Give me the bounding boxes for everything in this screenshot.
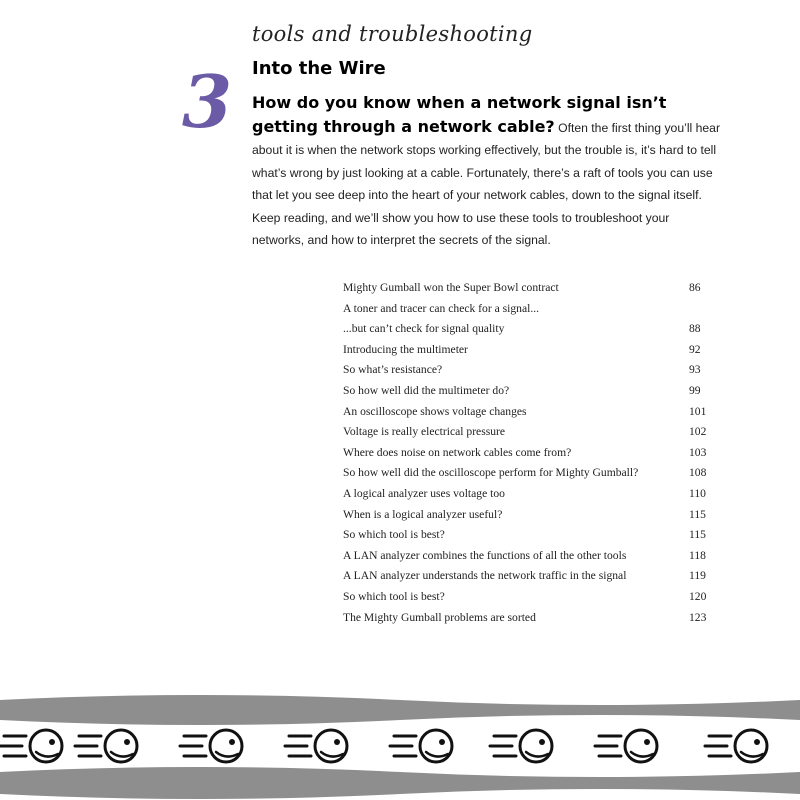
toc-entry-page: 123	[689, 610, 707, 624]
speeding-face-icon	[180, 730, 242, 762]
speeding-face-icon	[705, 730, 767, 762]
toc-entry-page	[689, 299, 715, 320]
toc-row	[343, 299, 715, 320]
chapter-script-title: tools and troubleshooting	[252, 22, 533, 46]
toc-entry-title: So which tool is best?	[343, 528, 445, 542]
toc-entry-title: Introducing the multimeter	[343, 342, 468, 356]
toc-entry-title: When is a logical analyzer useful?	[343, 507, 503, 521]
chapter-number: 3	[182, 59, 233, 144]
toc-row	[343, 463, 715, 484]
speeding-face-icon	[0, 730, 62, 762]
toc-row	[343, 319, 715, 340]
toc-entry-page: 88	[689, 322, 701, 336]
toc-row	[343, 360, 715, 381]
toc-row	[343, 278, 715, 299]
wave-band-bottom	[0, 767, 800, 799]
toc-row	[343, 608, 715, 629]
toc-entry-title: ...but can’t check for signal quality	[343, 322, 505, 336]
toc-row	[343, 381, 715, 402]
toc-entry-page: 120	[689, 589, 707, 603]
toc-entry-title: An oscilloscope shows voltage changes	[343, 404, 527, 418]
chapter-title: Into the Wire	[252, 58, 386, 79]
toc-entry-page: 103	[689, 445, 707, 459]
toc-entry-page: 110	[689, 486, 706, 500]
toc-row	[343, 546, 715, 567]
table-of-contents	[343, 278, 715, 628]
toc-row	[343, 525, 715, 546]
toc-entry-page: 115	[689, 528, 706, 542]
toc-entry-title: A logical analyzer uses voltage too	[343, 486, 505, 500]
toc-entry-title: So how well did the oscilloscope perform for Mighty Gumball?	[343, 466, 639, 480]
speeding-face-icon	[390, 730, 452, 762]
toc-row	[343, 505, 715, 526]
toc-entry-page: 115	[689, 507, 706, 521]
toc-row	[343, 484, 715, 505]
speeding-face-icon	[285, 730, 347, 762]
speeding-face-icon	[595, 730, 657, 762]
toc-entry-title: A toner and tracer can check for a signal...	[343, 301, 540, 315]
speeding-face-icon	[490, 730, 552, 762]
intro-body: Often the first thing you’ll hear about it is when the network stops working effectively, but the trouble is, it’s hard to tell what’s wrong by just looking at a cable. Fortunately, there’s a raft of tools you can use that let you see deep into the heart of your network cables, down to the signal itself. Keep reading, and we’ll show you how to use these tools to troubleshoot your networks, and how to interpret the secrets of the signal.	[252, 120, 721, 247]
toc-entry-page: 119	[689, 569, 706, 583]
toc-entry-page: 92	[689, 342, 701, 356]
toc-entry-title: A LAN analyzer understands the network traffic in the signal	[343, 569, 627, 583]
toc-entry-title: So how well did the multimeter do?	[343, 383, 510, 397]
toc-row	[343, 587, 715, 608]
toc-entry-title: Mighty Gumball won the Super Bowl contract	[343, 281, 559, 294]
toc-entry-page: 102	[689, 425, 707, 439]
wave-band-top	[0, 695, 800, 725]
toc-entry-page: 108	[689, 466, 707, 480]
toc-entry-title: The Mighty Gumball problems are sorted	[343, 610, 536, 624]
toc-entry-page: 86	[689, 281, 701, 294]
toc-row	[343, 402, 715, 423]
toc-entry-page: 93	[689, 363, 701, 377]
toc-row	[343, 422, 715, 443]
toc-entry-page: 101	[689, 404, 707, 418]
toc-row	[343, 340, 715, 361]
speeding-face-icon	[75, 730, 137, 762]
chapter-intro	[252, 92, 722, 252]
decorative-wave-band	[0, 690, 800, 800]
toc-row	[343, 566, 715, 587]
toc-entry-page: 99	[689, 383, 701, 397]
toc-row	[343, 443, 715, 464]
toc-entry-title: Where does noise on network cables come from?	[343, 445, 572, 459]
toc-entry-title: Voltage is really electrical pressure	[343, 425, 506, 439]
toc-entry-title: So which tool is best?	[343, 589, 445, 603]
toc-entry-page: 118	[689, 548, 706, 562]
intro-lead: How do you know when a network signal isn’t getting through a network cable?	[252, 93, 667, 136]
toc-entry-title: So what’s resistance?	[343, 363, 443, 377]
toc-entry-title: A LAN analyzer combines the functions of all the other tools	[343, 548, 627, 562]
